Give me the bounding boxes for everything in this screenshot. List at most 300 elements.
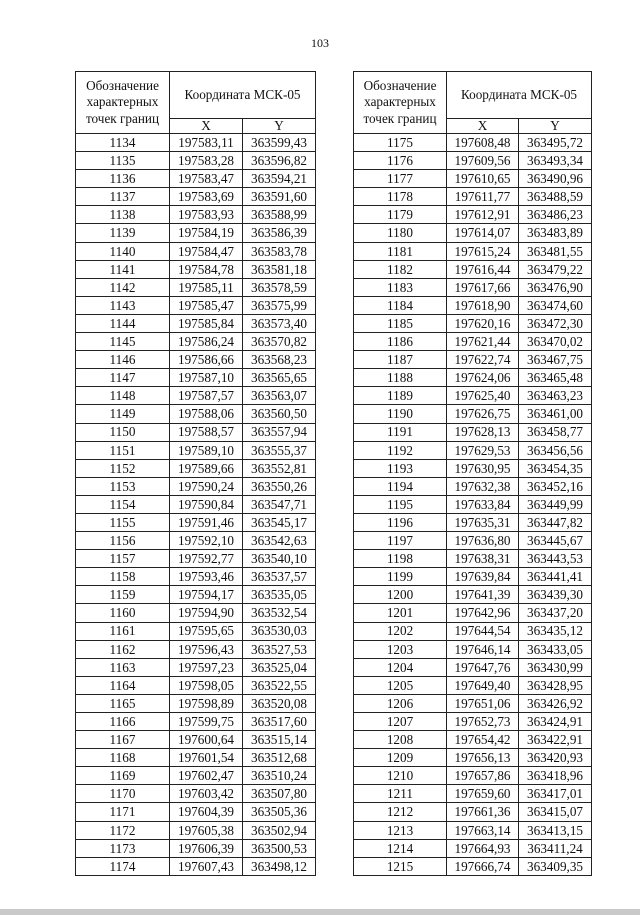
y-coordinate-cell: 363424,91 bbox=[519, 713, 592, 731]
x-coordinate-cell: 197583,69 bbox=[170, 188, 243, 206]
x-coordinate-cell: 197617,66 bbox=[447, 278, 519, 296]
table-row bbox=[354, 785, 592, 803]
point-id-cell: 1188 bbox=[354, 369, 447, 387]
y-coordinate-cell: 363578,59 bbox=[243, 278, 316, 296]
x-coordinate-cell: 197597,23 bbox=[170, 658, 243, 676]
x-coordinate-cell: 197596,43 bbox=[170, 640, 243, 658]
point-id-cell: 1148 bbox=[76, 387, 170, 405]
table-row bbox=[76, 785, 316, 803]
y-coordinate-cell: 363447,82 bbox=[519, 513, 592, 531]
point-id-cell: 1178 bbox=[354, 188, 447, 206]
y-coordinate-cell: 363594,21 bbox=[243, 170, 316, 188]
x-coordinate-cell: 197629,53 bbox=[447, 441, 519, 459]
x-coordinate-cell: 197587,10 bbox=[170, 369, 243, 387]
table-row bbox=[354, 803, 592, 821]
table-row bbox=[76, 749, 316, 767]
point-id-cell: 1175 bbox=[354, 134, 447, 152]
point-id-cell: 1189 bbox=[354, 387, 447, 405]
y-coordinate-cell: 363586,39 bbox=[243, 224, 316, 242]
y-coordinate-cell: 363537,57 bbox=[243, 568, 316, 586]
point-id-cell: 1210 bbox=[354, 767, 447, 785]
point-id-cell: 1192 bbox=[354, 441, 447, 459]
y-coordinate-cell: 363411,24 bbox=[519, 839, 592, 857]
x-coordinate-cell: 197604,39 bbox=[170, 803, 243, 821]
y-coordinate-cell: 363426,92 bbox=[519, 694, 592, 712]
table-row bbox=[354, 513, 592, 531]
point-id-cell: 1164 bbox=[76, 676, 170, 694]
point-id-cell: 1173 bbox=[76, 839, 170, 857]
x-coordinate-cell: 197583,28 bbox=[170, 152, 243, 170]
y-coordinate-cell: 363599,43 bbox=[243, 134, 316, 152]
y-coordinate-cell: 363575,99 bbox=[243, 296, 316, 314]
y-coordinate-cell: 363452,16 bbox=[519, 477, 592, 495]
point-id-cell: 1159 bbox=[76, 586, 170, 604]
y-coordinate-cell: 363557,94 bbox=[243, 423, 316, 441]
table-row bbox=[354, 857, 592, 875]
y-coordinate-cell: 363413,15 bbox=[519, 821, 592, 839]
point-id-cell: 1139 bbox=[76, 224, 170, 242]
coordinates-table-right bbox=[353, 71, 592, 876]
table-row bbox=[76, 658, 316, 676]
y-coordinate-cell: 363445,67 bbox=[519, 532, 592, 550]
y-coordinate-cell: 363476,90 bbox=[519, 278, 592, 296]
point-id-cell: 1153 bbox=[76, 477, 170, 495]
point-id-cell: 1152 bbox=[76, 459, 170, 477]
x-coordinate-cell: 197591,46 bbox=[170, 513, 243, 531]
x-coordinate-cell: 197646,14 bbox=[447, 640, 519, 658]
x-coordinate-cell: 197608,48 bbox=[447, 134, 519, 152]
y-coordinate-cell: 363418,96 bbox=[519, 767, 592, 785]
point-id-cell: 1137 bbox=[76, 188, 170, 206]
x-coordinate-cell: 197630,95 bbox=[447, 459, 519, 477]
x-coordinate-cell: 197598,05 bbox=[170, 676, 243, 694]
x-coordinate-cell: 197585,11 bbox=[170, 278, 243, 296]
x-coordinate-cell: 197609,56 bbox=[447, 152, 519, 170]
point-id-cell: 1151 bbox=[76, 441, 170, 459]
y-coordinate-cell: 363547,71 bbox=[243, 495, 316, 513]
x-coordinate-cell: 197632,38 bbox=[447, 477, 519, 495]
coordinate-header: Координата МСК-05 bbox=[170, 72, 316, 119]
y-coordinate-cell: 363417,01 bbox=[519, 785, 592, 803]
x-coordinate-cell: 197594,17 bbox=[170, 586, 243, 604]
point-id-cell: 1158 bbox=[76, 568, 170, 586]
point-id-cell: 1198 bbox=[354, 550, 447, 568]
y-coordinate-cell: 363461,00 bbox=[519, 405, 592, 423]
table-row bbox=[76, 134, 316, 152]
table-row bbox=[354, 351, 592, 369]
table-row bbox=[354, 459, 592, 477]
table-row bbox=[354, 550, 592, 568]
point-id-cell: 1201 bbox=[354, 604, 447, 622]
y-coordinate-cell: 363507,80 bbox=[243, 785, 316, 803]
y-coordinate-cell: 363435,12 bbox=[519, 622, 592, 640]
y-coordinate-cell: 363542,63 bbox=[243, 532, 316, 550]
point-id-cell: 1140 bbox=[76, 242, 170, 260]
x-coordinate-cell: 197583,47 bbox=[170, 170, 243, 188]
x-coordinate-cell: 197606,39 bbox=[170, 839, 243, 857]
x-coordinate-cell: 197664,93 bbox=[447, 839, 519, 857]
y-coordinate-cell: 363458,77 bbox=[519, 423, 592, 441]
table-row bbox=[76, 170, 316, 188]
y-coordinate-cell: 363493,34 bbox=[519, 152, 592, 170]
x-coordinate-cell: 197636,80 bbox=[447, 532, 519, 550]
table-row bbox=[76, 333, 316, 351]
table-row bbox=[76, 260, 316, 278]
table-row bbox=[354, 134, 592, 152]
x-coordinate-cell: 197618,90 bbox=[447, 296, 519, 314]
y-coordinate-cell: 363420,93 bbox=[519, 749, 592, 767]
table-row bbox=[76, 495, 316, 513]
table-row bbox=[76, 803, 316, 821]
x-coordinate-cell: 197588,57 bbox=[170, 423, 243, 441]
x-coordinate-cell: 197659,60 bbox=[447, 785, 519, 803]
x-coordinate-cell: 197607,43 bbox=[170, 857, 243, 875]
point-id-cell: 1212 bbox=[354, 803, 447, 821]
point-id-cell: 1183 bbox=[354, 278, 447, 296]
x-coordinate-cell: 197624,06 bbox=[447, 369, 519, 387]
x-coordinate-cell: 197589,10 bbox=[170, 441, 243, 459]
y-coordinate-cell: 363532,54 bbox=[243, 604, 316, 622]
y-coordinate-cell: 363486,23 bbox=[519, 206, 592, 224]
x-coordinate-cell: 197595,65 bbox=[170, 622, 243, 640]
y-coordinate-cell: 363515,14 bbox=[243, 731, 316, 749]
coordinates-table-left bbox=[75, 71, 316, 876]
x-coordinate-cell: 197601,54 bbox=[170, 749, 243, 767]
table-row bbox=[354, 713, 592, 731]
x-coordinate-cell: 197663,14 bbox=[447, 821, 519, 839]
y-coordinate-cell: 363517,60 bbox=[243, 713, 316, 731]
point-id-cell: 1174 bbox=[76, 857, 170, 875]
table-row bbox=[76, 586, 316, 604]
table-row bbox=[354, 749, 592, 767]
point-id-cell: 1197 bbox=[354, 532, 447, 550]
point-id-cell: 1211 bbox=[354, 785, 447, 803]
x-coordinate-cell: 197614,07 bbox=[447, 224, 519, 242]
point-id-cell: 1156 bbox=[76, 532, 170, 550]
point-id-cell: 1138 bbox=[76, 206, 170, 224]
table-row bbox=[354, 224, 592, 242]
x-coordinate-cell: 197620,16 bbox=[447, 314, 519, 332]
point-id-cell: 1135 bbox=[76, 152, 170, 170]
table-row bbox=[76, 224, 316, 242]
table-row bbox=[76, 242, 316, 260]
x-coordinate-cell: 197651,06 bbox=[447, 694, 519, 712]
table-row bbox=[76, 188, 316, 206]
point-id-cell: 1182 bbox=[354, 260, 447, 278]
table-row bbox=[354, 188, 592, 206]
table-row bbox=[76, 622, 316, 640]
point-id-cell: 1205 bbox=[354, 676, 447, 694]
x-coordinate-cell: 197622,74 bbox=[447, 351, 519, 369]
table-row bbox=[354, 314, 592, 332]
x-coordinate-cell: 197589,66 bbox=[170, 459, 243, 477]
y-coordinate-cell: 363430,99 bbox=[519, 658, 592, 676]
point-id-cell: 1179 bbox=[354, 206, 447, 224]
point-id-cell: 1146 bbox=[76, 351, 170, 369]
y-coordinate-cell: 363535,05 bbox=[243, 586, 316, 604]
point-id-cell: 1204 bbox=[354, 658, 447, 676]
y-coordinate-cell: 363545,17 bbox=[243, 513, 316, 531]
table-row bbox=[354, 640, 592, 658]
y-coordinate-cell: 363555,37 bbox=[243, 441, 316, 459]
table-row bbox=[354, 622, 592, 640]
y-coordinate-cell: 363470,02 bbox=[519, 333, 592, 351]
table-row bbox=[354, 260, 592, 278]
point-id-cell: 1186 bbox=[354, 333, 447, 351]
point-id-cell: 1181 bbox=[354, 242, 447, 260]
point-id-cell: 1161 bbox=[76, 622, 170, 640]
x-coordinate-cell: 197625,40 bbox=[447, 387, 519, 405]
y-coordinate-cell: 363443,53 bbox=[519, 550, 592, 568]
x-coordinate-cell: 197661,36 bbox=[447, 803, 519, 821]
table-row bbox=[354, 423, 592, 441]
y-coordinate-cell: 363472,30 bbox=[519, 314, 592, 332]
y-coordinate-cell: 363563,07 bbox=[243, 387, 316, 405]
table-row bbox=[76, 604, 316, 622]
y-coordinate-cell: 363570,82 bbox=[243, 333, 316, 351]
coordinate-header: Координата МСК-05 bbox=[447, 72, 592, 119]
y-coordinate-cell: 363502,94 bbox=[243, 821, 316, 839]
table-row bbox=[354, 694, 592, 712]
table-row bbox=[76, 731, 316, 749]
designation-header: Обозначение характерных точек границ bbox=[76, 72, 170, 134]
x-coordinate-cell: 197585,84 bbox=[170, 314, 243, 332]
x-coordinate-cell: 197657,86 bbox=[447, 767, 519, 785]
y-coordinate-cell: 363422,91 bbox=[519, 731, 592, 749]
point-id-cell: 1157 bbox=[76, 550, 170, 568]
point-id-cell: 1209 bbox=[354, 749, 447, 767]
x-coordinate-cell: 197612,91 bbox=[447, 206, 519, 224]
point-id-cell: 1166 bbox=[76, 713, 170, 731]
y-coordinate-cell: 363525,04 bbox=[243, 658, 316, 676]
y-coordinate-cell: 363483,89 bbox=[519, 224, 592, 242]
table-row bbox=[76, 713, 316, 731]
x-coordinate-cell: 197593,46 bbox=[170, 568, 243, 586]
designation-header: Обозначение характерных точек границ bbox=[354, 72, 447, 134]
point-id-cell: 1162 bbox=[76, 640, 170, 658]
x-coordinate-cell: 197598,89 bbox=[170, 694, 243, 712]
page-number: 103 bbox=[311, 36, 329, 50]
point-id-cell: 1215 bbox=[354, 857, 447, 875]
point-id-cell: 1167 bbox=[76, 731, 170, 749]
point-id-cell: 1171 bbox=[76, 803, 170, 821]
table-row bbox=[76, 369, 316, 387]
y-coordinate-cell: 363495,72 bbox=[519, 134, 592, 152]
x-coordinate-cell: 197599,75 bbox=[170, 713, 243, 731]
y-coordinate-cell: 363581,18 bbox=[243, 260, 316, 278]
x-coordinate-cell: 197626,75 bbox=[447, 405, 519, 423]
table-row bbox=[76, 550, 316, 568]
x-coordinate-cell: 197615,24 bbox=[447, 242, 519, 260]
point-id-cell: 1190 bbox=[354, 405, 447, 423]
point-id-cell: 1184 bbox=[354, 296, 447, 314]
x-coordinate-cell: 197638,31 bbox=[447, 550, 519, 568]
point-id-cell: 1145 bbox=[76, 333, 170, 351]
x-coordinate-cell: 197592,77 bbox=[170, 550, 243, 568]
point-id-cell: 1176 bbox=[354, 152, 447, 170]
x-coordinate-cell: 197610,65 bbox=[447, 170, 519, 188]
x-coordinate-cell: 197666,74 bbox=[447, 857, 519, 875]
x-coordinate-cell: 197647,76 bbox=[447, 658, 519, 676]
table-row bbox=[76, 532, 316, 550]
point-id-cell: 1208 bbox=[354, 731, 447, 749]
x-coordinate-cell: 197584,47 bbox=[170, 242, 243, 260]
x-coordinate-cell: 197603,42 bbox=[170, 785, 243, 803]
x-coordinate-cell: 197641,39 bbox=[447, 586, 519, 604]
x-coordinate-cell: 197654,42 bbox=[447, 731, 519, 749]
scan-edge bbox=[0, 909, 640, 915]
y-coordinate-cell: 363583,78 bbox=[243, 242, 316, 260]
x-coordinate-cell: 197583,11 bbox=[170, 134, 243, 152]
y-header: Y bbox=[243, 119, 316, 134]
table-row bbox=[76, 640, 316, 658]
table-row bbox=[76, 441, 316, 459]
table-row bbox=[354, 821, 592, 839]
point-id-cell: 1149 bbox=[76, 405, 170, 423]
y-coordinate-cell: 363573,40 bbox=[243, 314, 316, 332]
y-coordinate-cell: 363550,26 bbox=[243, 477, 316, 495]
y-coordinate-cell: 363474,60 bbox=[519, 296, 592, 314]
y-coordinate-cell: 363552,81 bbox=[243, 459, 316, 477]
y-coordinate-cell: 363500,53 bbox=[243, 839, 316, 857]
point-id-cell: 1203 bbox=[354, 640, 447, 658]
point-id-cell: 1150 bbox=[76, 423, 170, 441]
x-coordinate-cell: 197588,06 bbox=[170, 405, 243, 423]
x-coordinate-cell: 197602,47 bbox=[170, 767, 243, 785]
table-row bbox=[76, 459, 316, 477]
x-coordinate-cell: 197616,44 bbox=[447, 260, 519, 278]
x-coordinate-cell: 197644,54 bbox=[447, 622, 519, 640]
x-coordinate-cell: 197583,93 bbox=[170, 206, 243, 224]
table-row bbox=[76, 152, 316, 170]
table-row bbox=[354, 839, 592, 857]
table-row bbox=[354, 477, 592, 495]
table-row bbox=[76, 857, 316, 875]
y-coordinate-cell: 363591,60 bbox=[243, 188, 316, 206]
point-id-cell: 1170 bbox=[76, 785, 170, 803]
y-coordinate-cell: 363479,22 bbox=[519, 260, 592, 278]
x-coordinate-cell: 197652,73 bbox=[447, 713, 519, 731]
x-coordinate-cell: 197633,84 bbox=[447, 495, 519, 513]
y-coordinate-cell: 363520,08 bbox=[243, 694, 316, 712]
y-coordinate-cell: 363437,20 bbox=[519, 604, 592, 622]
y-coordinate-cell: 363540,10 bbox=[243, 550, 316, 568]
table-row bbox=[354, 170, 592, 188]
table-row bbox=[76, 314, 316, 332]
point-id-cell: 1185 bbox=[354, 314, 447, 332]
table-row bbox=[354, 296, 592, 314]
table-row bbox=[76, 839, 316, 857]
y-coordinate-cell: 363456,56 bbox=[519, 441, 592, 459]
x-coordinate-cell: 197600,64 bbox=[170, 731, 243, 749]
table-row bbox=[354, 152, 592, 170]
table-row bbox=[76, 568, 316, 586]
x-coordinate-cell: 197586,66 bbox=[170, 351, 243, 369]
point-id-cell: 1196 bbox=[354, 513, 447, 531]
x-header: X bbox=[170, 119, 243, 134]
point-id-cell: 1142 bbox=[76, 278, 170, 296]
x-coordinate-cell: 197635,31 bbox=[447, 513, 519, 531]
x-coordinate-cell: 197584,78 bbox=[170, 260, 243, 278]
y-coordinate-cell: 363560,50 bbox=[243, 405, 316, 423]
table-body-left bbox=[76, 134, 316, 876]
point-id-cell: 1195 bbox=[354, 495, 447, 513]
y-coordinate-cell: 363510,24 bbox=[243, 767, 316, 785]
point-id-cell: 1165 bbox=[76, 694, 170, 712]
y-coordinate-cell: 363467,75 bbox=[519, 351, 592, 369]
table-row bbox=[354, 676, 592, 694]
x-coordinate-cell: 197642,96 bbox=[447, 604, 519, 622]
point-id-cell: 1177 bbox=[354, 170, 447, 188]
x-coordinate-cell: 197592,10 bbox=[170, 532, 243, 550]
point-id-cell: 1214 bbox=[354, 839, 447, 857]
x-coordinate-cell: 197611,77 bbox=[447, 188, 519, 206]
table-row bbox=[76, 513, 316, 531]
table-row bbox=[354, 405, 592, 423]
table-row bbox=[354, 206, 592, 224]
table-row bbox=[354, 495, 592, 513]
y-coordinate-cell: 363428,95 bbox=[519, 676, 592, 694]
x-coordinate-cell: 197649,40 bbox=[447, 676, 519, 694]
y-coordinate-cell: 363512,68 bbox=[243, 749, 316, 767]
table-row bbox=[76, 423, 316, 441]
table-row bbox=[76, 296, 316, 314]
x-header: X bbox=[447, 119, 519, 134]
table-row bbox=[354, 369, 592, 387]
table-row bbox=[354, 604, 592, 622]
y-coordinate-cell: 363530,03 bbox=[243, 622, 316, 640]
y-coordinate-cell: 363568,23 bbox=[243, 351, 316, 369]
table-row bbox=[354, 586, 592, 604]
point-id-cell: 1206 bbox=[354, 694, 447, 712]
x-coordinate-cell: 197586,24 bbox=[170, 333, 243, 351]
point-id-cell: 1169 bbox=[76, 767, 170, 785]
table-row bbox=[354, 387, 592, 405]
y-header: Y bbox=[519, 119, 592, 134]
table-row bbox=[354, 568, 592, 586]
y-coordinate-cell: 363527,53 bbox=[243, 640, 316, 658]
table-row bbox=[354, 333, 592, 351]
y-coordinate-cell: 363490,96 bbox=[519, 170, 592, 188]
y-coordinate-cell: 363498,12 bbox=[243, 857, 316, 875]
point-id-cell: 1213 bbox=[354, 821, 447, 839]
x-coordinate-cell: 197656,13 bbox=[447, 749, 519, 767]
table-row bbox=[76, 767, 316, 785]
x-coordinate-cell: 197584,19 bbox=[170, 224, 243, 242]
y-coordinate-cell: 363505,36 bbox=[243, 803, 316, 821]
y-coordinate-cell: 363596,82 bbox=[243, 152, 316, 170]
table-row bbox=[76, 387, 316, 405]
point-id-cell: 1193 bbox=[354, 459, 447, 477]
x-coordinate-cell: 197590,24 bbox=[170, 477, 243, 495]
y-coordinate-cell: 363488,59 bbox=[519, 188, 592, 206]
point-id-cell: 1207 bbox=[354, 713, 447, 731]
table-row bbox=[76, 676, 316, 694]
point-id-cell: 1144 bbox=[76, 314, 170, 332]
point-id-cell: 1180 bbox=[354, 224, 447, 242]
x-coordinate-cell: 197605,38 bbox=[170, 821, 243, 839]
y-coordinate-cell: 363409,35 bbox=[519, 857, 592, 875]
x-coordinate-cell: 197628,13 bbox=[447, 423, 519, 441]
table-row bbox=[76, 477, 316, 495]
y-coordinate-cell: 363415,07 bbox=[519, 803, 592, 821]
point-id-cell: 1194 bbox=[354, 477, 447, 495]
table-body-right bbox=[354, 134, 592, 876]
point-id-cell: 1199 bbox=[354, 568, 447, 586]
table-row bbox=[354, 532, 592, 550]
y-coordinate-cell: 363433,05 bbox=[519, 640, 592, 658]
y-coordinate-cell: 363439,30 bbox=[519, 586, 592, 604]
